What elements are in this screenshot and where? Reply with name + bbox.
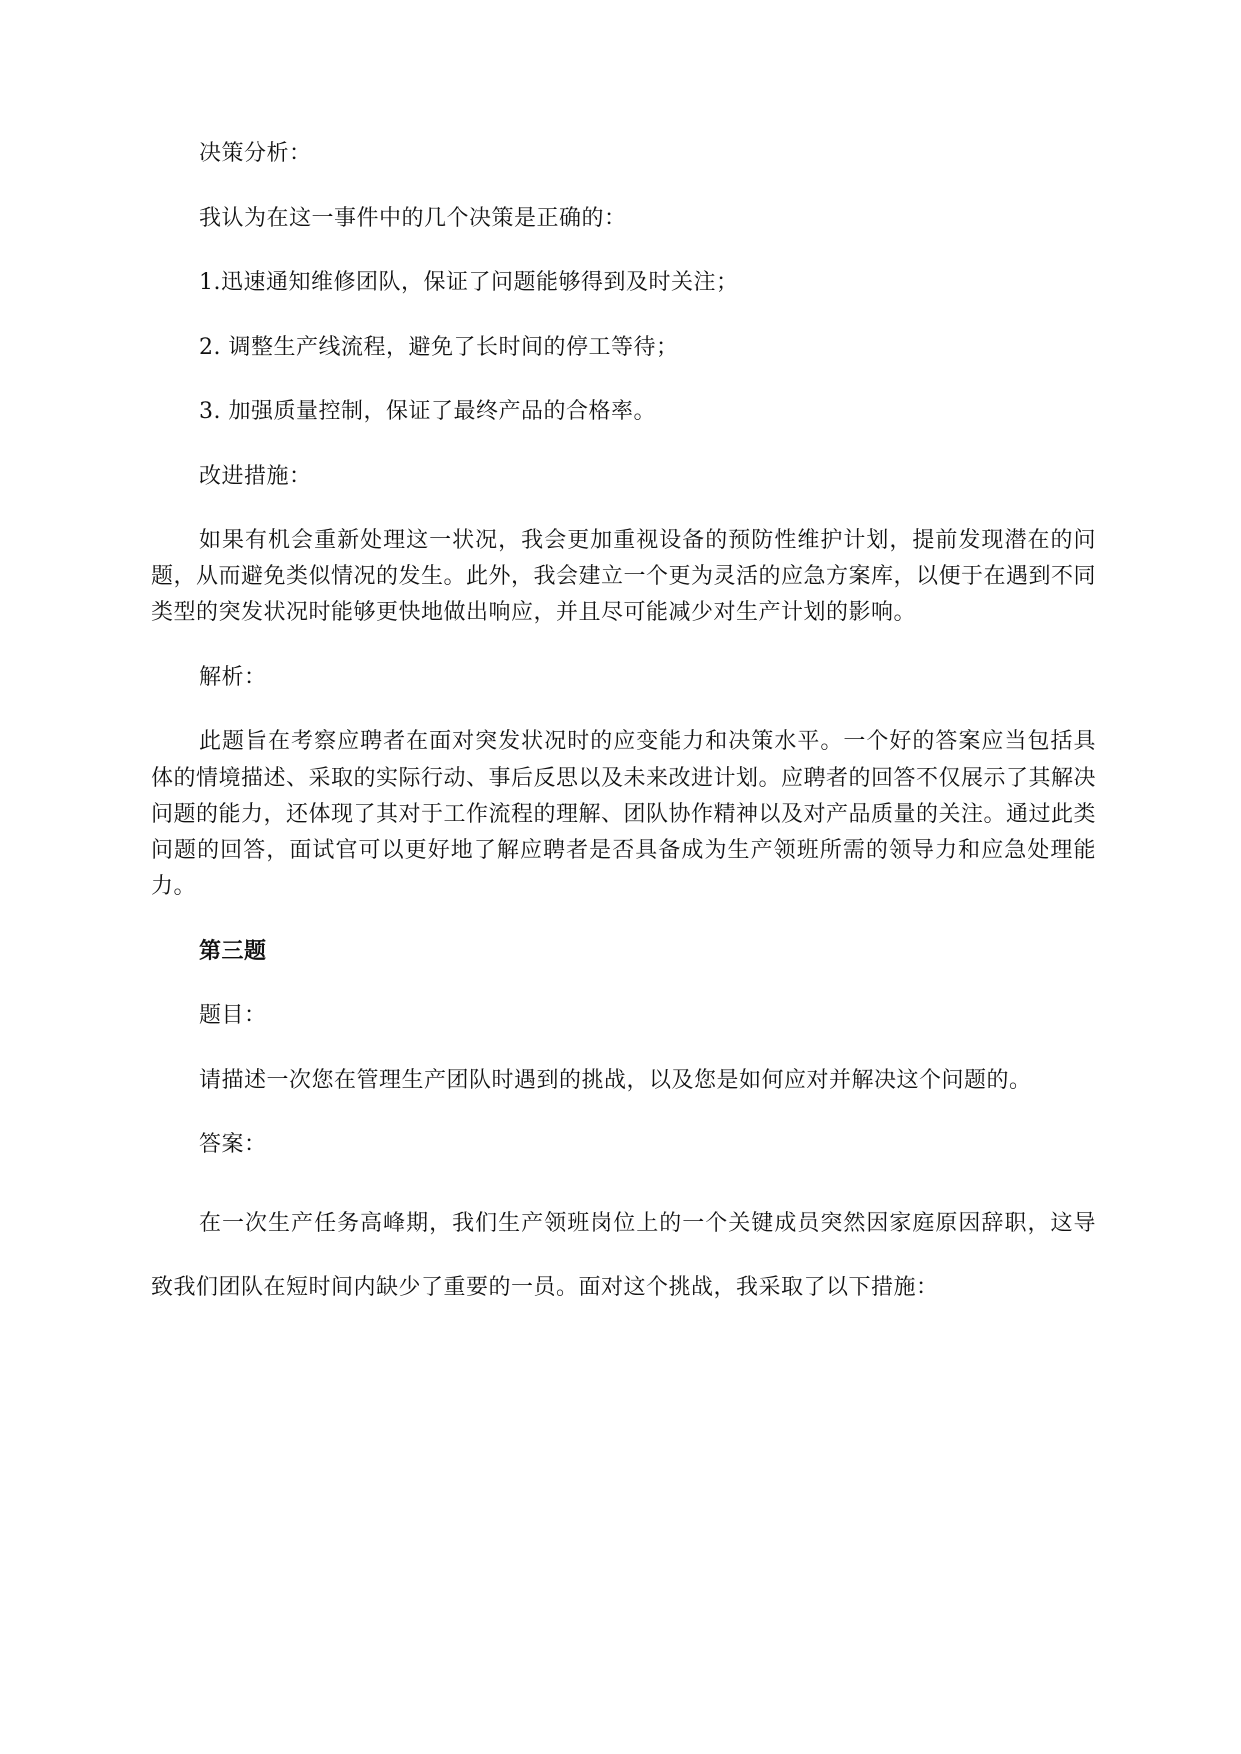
paragraph-question: 请描述一次您在管理生产团队时遇到的挑战，以及您是如何应对并解决这个问题的。 [199, 1067, 1032, 1093]
list-item-2: 2. 调整生产线流程，避免了长时间的停工等待； [199, 334, 679, 360]
list-item-3: 3. 加强质量控制，保证了最终产品的合格率。 [199, 399, 656, 424]
list-item-1: 1.迅速通知维修团队，保证了问题能够得到及时关注； [199, 270, 739, 295]
heading-question: 题目： [199, 1003, 267, 1029]
heading-improvement: 改进措施： [199, 463, 312, 489]
heading-answer: 答案： [199, 1132, 267, 1158]
paragraph-answer: 在一次生产任务高峰期，我们生产领班岗位上的一个关键成员突然因家庭原因辞职，这导致我们团队在短时间内缺少了重要的一员。面对这个挑战，我采取了以下措施： [151, 1210, 1096, 1301]
paragraph-analysis: 此题旨在考察应聘者在面对突发状况时的应变能力和决策水平。一个好的答案应当包括具体的情境描述、采取的实际行动、事后反思以及未来改进计划。应聘者的回答不仅展示了其解决问题的能力，还体现了其对于工作流程的理解、团队协作精神以及对产品质量的关注。通过此类问题的回答，面试官可以更好地了解应聘者是否具备成为生产领班所需的领导力和应急处理能力。 [151, 729, 1097, 900]
heading-analysis: 解析： [199, 664, 267, 690]
section-title-question-3: 第三题 [199, 938, 267, 964]
paragraph-improvement: 如果有机会重新处理这一状况，我会更加重视设备的预防性维护计划，提前发现潜在的问题，从而避免类似情况的发生。此外，我会建立一个更为灵活的应急方案库，以便于在遇到不同类型的突发状况时能够更快地做出响应，并且尽可能减少对生产计划的影响。 [151, 528, 1097, 626]
document-body [151, 136, 1096, 1321]
paragraph-correct-decisions: 我认为在这一事件中的几个决策是正确的： [199, 205, 627, 231]
heading-decision-analysis: 决策分析： [199, 141, 312, 166]
